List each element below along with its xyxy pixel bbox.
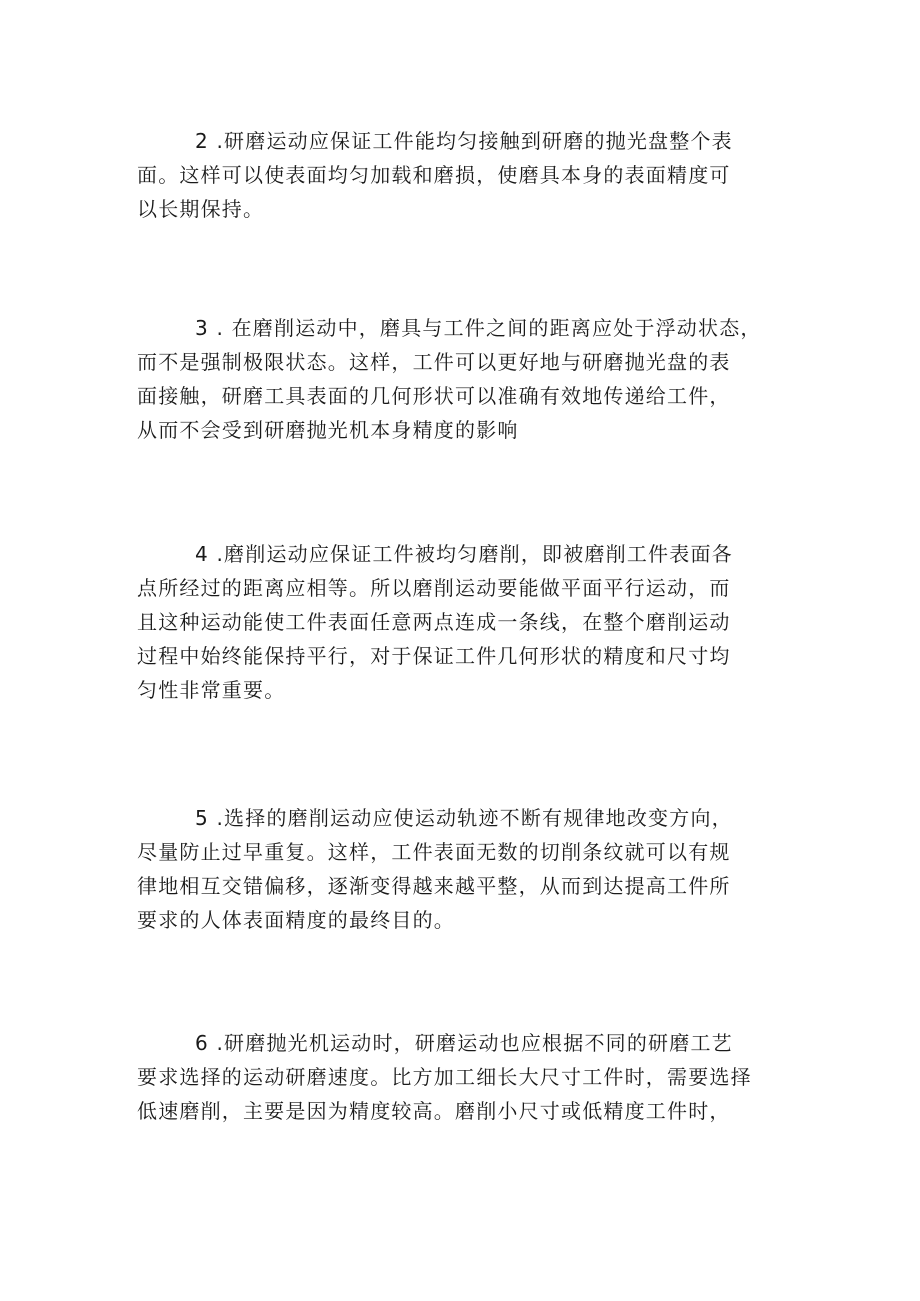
paragraph-3: [137, 311, 789, 447]
paragraph-line: 面。这样可以使表面均匀加载和磨损，使磨具本身的表面精度可: [137, 163, 731, 187]
paragraph-5: [137, 801, 789, 937]
paragraph-line: 从而不会受到研磨抛光机本身精度的影响: [137, 418, 519, 442]
paragraph-line: 点所经过的距离应相等。所以磨削运动要能做平面平行运动，而: [137, 576, 731, 600]
paragraph-2: [137, 124, 789, 226]
paragraph-line: 而不是强制极限状态。这样，工件可以更好地与研磨抛光盘的表: [137, 350, 731, 374]
paragraph-line: 3 . 在磨削运动中，磨具与工件之间的距离应处于浮动状态，: [195, 316, 762, 340]
paragraph-line: 5 .选择的磨削运动应使运动轨迹不断有规律地改变方向，: [195, 806, 733, 830]
paragraph-line: 面接触，研磨工具表面的几何形状可以准确有效地传递给工件，: [137, 384, 731, 408]
paragraph-line: 匀性非常重要。: [137, 678, 286, 702]
paragraph-line: 6 .研磨抛光机运动时，研磨运动也应根据不同的研磨工艺: [195, 1031, 733, 1055]
paragraph-line: 2 .研磨运动应保证工件能均匀接触到研磨的抛光盘整个表: [195, 129, 733, 153]
paragraph-6: [137, 1026, 789, 1128]
paragraph-line: 4 .磨削运动应保证工件被均匀磨削，即被磨削工件表面各: [195, 542, 733, 566]
paragraph-line: 律地相互交错偏移，逐渐变得越来越平整，从而到达提高工件所: [137, 874, 731, 898]
paragraph-line: 低速磨削，主要是因为精度较高。磨削小尺寸或低精度工件时，: [137, 1099, 731, 1123]
paragraph-line: 要求选择的运动研磨速度。比方加工细长大尺寸工件时，需要选择: [137, 1065, 752, 1089]
paragraph-4: [137, 537, 789, 707]
paragraph-line: 且这种运动能使工件表面任意两点连成一条线，在整个磨削运动: [137, 610, 731, 634]
paragraph-line: 尽量防止过早重复。这样，工件表面无数的切削条纹就可以有规: [137, 840, 731, 864]
paragraph-line: 要求的人体表面精度的最终目的。: [137, 908, 455, 932]
paragraph-line: 过程中始终能保持平行，对于保证工件几何形状的精度和尺寸均: [137, 644, 731, 668]
paragraph-line: 以长期保持。: [137, 197, 265, 221]
